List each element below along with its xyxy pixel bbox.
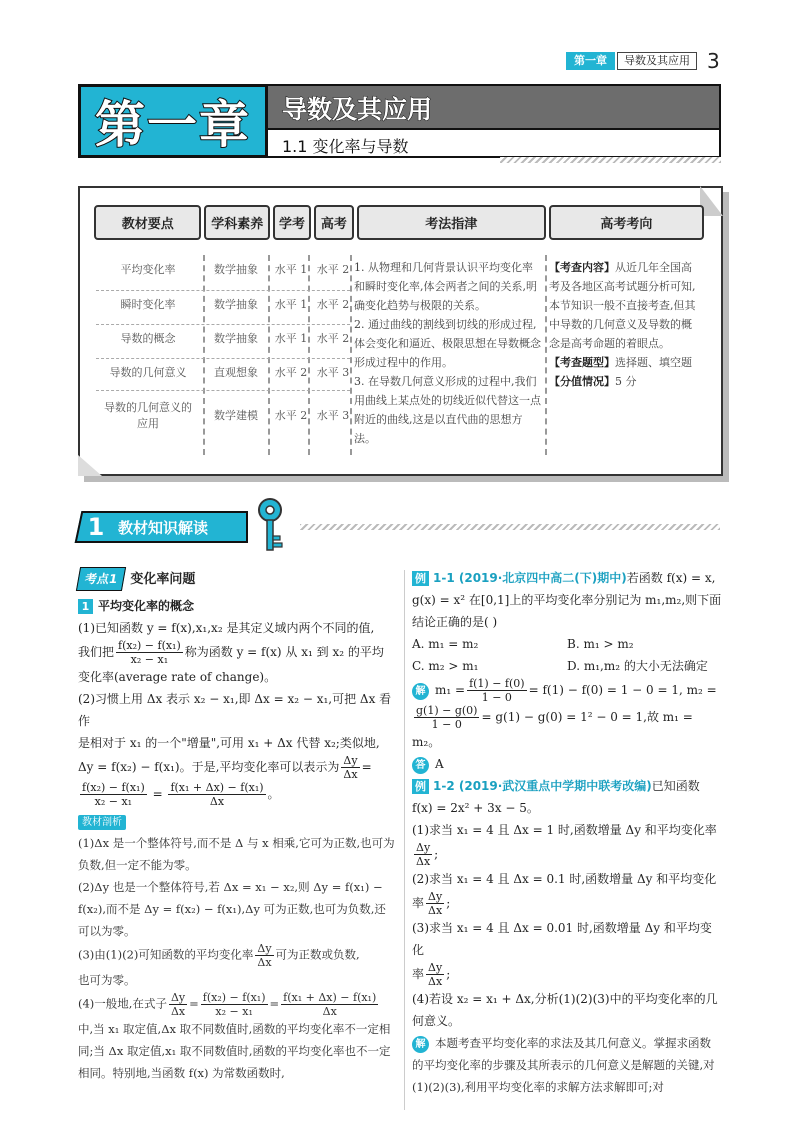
column-divider [404, 570, 405, 1110]
row-gk: 水平 3 [316, 366, 350, 379]
header-cell: 学考 [273, 205, 311, 240]
numerator: f(x₁ + Δx) − f(x₁) [283, 991, 377, 1004]
solution-tag: 解 [412, 1036, 429, 1053]
knowledge-badge: 考点1 [76, 567, 127, 591]
paragraph: f(x) = 2x² + 3x − 5。 [412, 801, 539, 815]
text: 可为正数或负数, [275, 947, 360, 962]
paragraph: (1)已知函数 y = f(x),x₁,x₂ 是其定义域内两个不同的值, [78, 621, 375, 635]
question: (1)求当 x₁ = 4 且 Δx = 1 时,函数增量 Δy 和平均变化率 [412, 823, 717, 837]
denominator: x₂ − x₁ [130, 653, 169, 666]
denominator: 1 − 0 [481, 691, 512, 704]
guide-item: 1. 从物理和几何背景认识平均变化率和瞬时变化率,体会两者之间的关系,明确变化趋势与极限的关系。 [354, 261, 537, 312]
option: B. m₁ > m₂ [567, 637, 634, 651]
prospect-content: 从近几年全国高考及各地区高考试题分析可知,本节知识一般不直接考查,但其中导数的几何意义及导数的概念是高考命题的着眼点。 [549, 261, 696, 350]
fraction [168, 781, 265, 808]
row-xk: 水平 2 [274, 366, 308, 379]
header-cell: 教材要点 [94, 205, 201, 240]
row-literacy: 数学抽象 [214, 332, 258, 345]
table-row [94, 297, 354, 313]
paragraph: (2)习惯上用 Δx 表示 x₂ − x₁,即 Δx = x₂ − x₁,可把 Δx 看作 [78, 692, 392, 728]
section-title-bar [268, 128, 721, 158]
exam-guide [354, 258, 542, 448]
row-xk: 水平 1 [274, 298, 308, 311]
prospect-score: 5 分 [615, 375, 637, 388]
numerator: f(x₂) − f(x₁) [118, 639, 181, 652]
denominator: Δx [428, 975, 443, 988]
paragraph: 是相对于 x₁ 的一个"增量",可用 x₁ + Δx 代替 x₂;类似地, [78, 736, 380, 750]
text: 已知函数 [651, 779, 700, 793]
solution-tag: 解 [412, 683, 429, 700]
fraction [201, 991, 268, 1018]
left-column: 考点1 变化率问题 1 平均变化率的概念 (1)已知函数 y = f(x),x₁,x₂ 是其定义域内两个不同的值, 我们把 $\frac{\text{f(x₂) − f(x₁)}}{\text{x₂ − x₁}}$ 称为函数 y = f(x) 从 x₁ 到 x₂ 的平均 变化率(average rate of change)。 (2)习惯上用 Δx 表示 x₂ − x₁,即 Δx = x₂ − x₁,可把 Δx 看作 是相对于 x₁ 的一个"增量",可用 x₁ + Δx 代替 x₂;类似地, Δy = f(x₂) − f(x₁)。于是,平均变化率可以表示为 $\frac{\Delta y}{\Delta x}$ = $\frac{\text{f(x₂) − f(x₁)}}{\text{x₂ − x₁}}$ = $\frac{\text{f(x₁ + Δx) − f(x₁)}}{\Delta x}$ 。 教材剖析 (1)Δx 是一个整体符号,而不是 Δ 与 x 相乘,它可为正数,也可为负数,但一定不能为零。 (2)Δy 也是一个整体符号,若 Δx = x₁ − x₂,则 Δy = f(x₁) − f(x₂),而不是 Δy = f(x₂) − f(x₁),Δy 可为正数,也可为负数,还可以为零。 (3)由(1)(2)可知函数的平均变化率 $\frac{\Delta y}{\Delta x}$ 可为正数或负数, 也可为零。 (4)一般地,在式子 $\frac{\Delta y}{\Delta x}$ = $\frac{\text{f(x₂) − f(x₁)}}{\text{x₂ − x₁}}$ = $\frac{\text{f(x₁ + Δx) − f(x₁)}}{\Delta x}$ 中,当 x₁ 取定值,Δx 取不同数值时,函数的平均变化率不一定相同;当 Δx 取定值,x₁ 取不同数值时,函数的平均变化率也不一定相同。特别地,当函数 f(x) 为常数函数时, [78, 567, 396, 1084]
numerator: f(x₁ + Δx) − f(x₁) [170, 781, 264, 794]
fraction [281, 991, 378, 1018]
text: 率 [412, 967, 425, 981]
decorative-hatch [300, 524, 720, 530]
key-icon [250, 496, 290, 554]
overview-header-row [94, 205, 704, 240]
section-banner [108, 511, 248, 543]
note-paragraph: (1)Δx 是一个整体符号,而不是 Δ 与 x 相乘,它可为正数,也可为负数,但一定不能为零。 [78, 836, 395, 872]
row-xk: 水平 1 [274, 263, 308, 276]
note-tag: 教材剖析 [78, 815, 126, 830]
text: m₁ = [435, 683, 466, 697]
row-literacy: 数学抽象 [214, 263, 258, 276]
prospect-content-tag: 【考查内容】 [549, 261, 615, 274]
numerator: Δy [170, 991, 186, 1004]
note-paragraph: 中,当 x₁ 取定值,Δx 取不同数值时,函数的平均变化率不一定相同;当 Δx 取定值,x₁ 取不同数值时,函数的平均变化率也不一定相同。特别地,当函数 f(x) 为常数函数时, [78, 1022, 391, 1080]
numerator: Δy [428, 961, 443, 974]
row-point: 平均变化率 [120, 263, 176, 276]
row-point: 导数的几何意义的应用 [104, 401, 192, 430]
text: (3)由(1)(2)可知函数的平均变化率 [78, 947, 254, 962]
fraction [116, 639, 183, 666]
table-row-divider [96, 290, 350, 291]
subsection-number: 1 [78, 599, 93, 614]
text: Δy = f(x₂) − f(x₁)。于是,平均变化率可以表示为 [78, 760, 340, 774]
text: 我们把 [78, 645, 115, 659]
running-head [566, 50, 720, 72]
numerator: g(1) − g(0) [416, 704, 478, 717]
answer-tag: 答 [412, 757, 429, 774]
denominator: Δx [322, 1005, 337, 1018]
header-cell: 考法指津 [357, 205, 546, 240]
example-tag: 例 [412, 571, 429, 586]
fraction [426, 961, 444, 988]
example-tag: 例 [412, 779, 429, 794]
question: (2)求当 x₁ = 4 且 Δx = 0.1 时,函数增量 Δy 和平均变化 [412, 872, 717, 886]
note-paragraph: 也可为零。 [78, 973, 136, 987]
denominator: Δx [257, 956, 272, 969]
option: C. m₂ > m₁ [412, 659, 479, 673]
answer: A [435, 757, 444, 771]
option: A. m₁ = m₂ [412, 637, 479, 651]
table-row-divider [96, 390, 350, 391]
options-row [412, 655, 722, 677]
fraction [80, 781, 147, 808]
option: D. m₁,m₂ 的大小无法确定 [567, 659, 708, 673]
row-xk: 水平 1 [274, 332, 308, 345]
row-literacy: 直观想象 [214, 366, 258, 379]
fraction [426, 890, 444, 917]
prospect-type-tag: 【考查题型】 [549, 356, 615, 369]
paragraph: 变化率(average rate of change)。 [78, 670, 277, 684]
row-gk: 水平 3 [316, 409, 350, 422]
chapter-label: 第一章 [95, 96, 251, 154]
table-row [94, 331, 354, 347]
text: 若函数 f(x) = x, [626, 571, 716, 585]
denominator: Δx [416, 855, 431, 868]
fraction [414, 841, 432, 868]
question: (3)求当 x₁ = 4 且 Δx = 0.01 时,函数增量 Δy 和平均变化 [412, 921, 712, 957]
row-point: 导数的概念 [120, 332, 176, 345]
row-point: 瞬时变化率 [120, 298, 176, 311]
table-divider [545, 255, 547, 455]
right-column: 例 1-1 (2019·北京四中高二(下)期中)若函数 f(x) = x, g(x) = x² 在[0,1]上的平均变化率分别记为 m₁,m₂,则下面结论正确的是( ) A. m₁ = m₂ B. m₁ > m₂ C. m₂ > m₁ D. m₁,m₂ 的大小无法确定 解 m₁ = $\frac{f(1) - f(0)}{1 - 0}$ = f(1) − f(0) = 1 − 0 = 1, m₂ = $\frac{g(1) - g(0)}{1 - 0}$ = g(1) − g(0) = 1² − 0 = 1,故 m₁ = m₂。 答 A 例 1-2 (2019·武汉重点中学期中联考改编)已知函数 f(x) = 2x² + 3x − 5。 (1)求当 x₁ = 4 且 Δx = 1 时,函数增量 Δy 和平均变化率 $\frac{\Delta y}{\Delta x}$ ; (2)求当 x₁ = 4 且 Δx = 0.1 时,函数增量 Δy 和平均变化 率 $\frac{\Delta y}{\Delta x}$ ; (3)求当 x₁ = 4 且 Δx = 0.01 时,函数增量 Δy 和平均变化 率 $\frac{\Delta y}{\Delta x}$ ; (4)若设 x₂ = x₁ + Δx,分析(1)(2)(3)中的平均变化率的几何意义。 解 本题考查平均变化率的求法及其几何意义。掌握求函数的平均变化率的步骤及其所表示的几何意义是解题的关键,对(1)(2)(3),利用平均变化率的求解方法求解即可;对 [412, 571, 722, 1094]
paragraph: g(x) = x² 在[0,1]上的平均变化率分别记为 m₁,m₂,则下面结论正确的是( ) [412, 593, 722, 629]
chapter-title: 导数及其应用 [282, 95, 433, 124]
table-row [94, 400, 354, 432]
numerator: Δy [428, 890, 443, 903]
page-number: 3 [707, 49, 720, 73]
section-banner-title: 教材知识解读 [118, 518, 209, 537]
numerator: Δy [343, 754, 358, 767]
running-head-chapter: 第一章 [566, 52, 615, 70]
denominator: Δx [343, 768, 358, 781]
subsection-title: 平均变化率的概念 [98, 599, 195, 613]
denominator: 1 − 0 [431, 718, 462, 731]
fraction [414, 704, 479, 731]
row-gk: 水平 2 [316, 298, 350, 311]
example-source: 1-2 (2019·武汉重点中学期中联考改编) [433, 779, 652, 793]
running-head-title: 导数及其应用 [617, 52, 697, 70]
numerator: Δy [416, 841, 431, 854]
exam-prospect [549, 258, 699, 391]
row-xk: 水平 2 [274, 409, 308, 422]
options-row [412, 633, 722, 655]
section-title: 1.1 变化率与导数 [282, 137, 409, 156]
guide-item: 2. 通过曲线的割线到切线的形成过程,体会变化和逼近、极限思想在导数概念形成过程中的作用。 [354, 318, 541, 369]
numerator: f(1) − f(0) [469, 677, 525, 690]
denominator: x₂ − x₁ [215, 1005, 253, 1018]
chapter-title-bar [268, 84, 721, 128]
header-cell: 高考考向 [549, 205, 704, 240]
fraction [341, 754, 359, 781]
header-cell: 学科素养 [204, 205, 270, 240]
row-point: 导数的几何意义 [109, 366, 187, 379]
denominator: x₂ − x₁ [94, 795, 133, 808]
text: 称为函数 y = f(x) 从 x₁ 到 x₂ 的平均 [184, 645, 384, 659]
chapter-badge [78, 84, 268, 158]
row-gk: 水平 2 [316, 332, 350, 345]
note-paragraph: (2)Δy 也是一个整体符号,若 Δx = x₁ − x₂,则 Δy = f(x₁) − f(x₂),而不是 Δy = f(x₂) − f(x₁),Δy 可为正数,也可为负数,还可以为零。 [78, 880, 386, 938]
knowledge-title: 变化率问题 [130, 572, 196, 587]
numerator: Δy [257, 942, 272, 955]
text: (4)一般地,在式子 [78, 996, 167, 1011]
prospect-score-tag: 【分值情况】 [549, 375, 615, 388]
example-source: 1-1 (2019·北京四中高二(下)期中) [433, 571, 627, 585]
table-row-divider [96, 358, 350, 359]
fraction [169, 991, 187, 1018]
question: (4)若设 x₂ = x₁ + Δx,分析(1)(2)(3)中的平均变化率的几何意义。 [412, 992, 718, 1028]
prospect-type: 选择题、填空题 [615, 356, 692, 369]
table-row [94, 262, 354, 278]
denominator: Δx [209, 795, 225, 808]
row-literacy: 数学抽象 [214, 298, 258, 311]
fraction [467, 677, 527, 704]
section-number: 1 [87, 513, 105, 541]
decorative-hatch [500, 157, 721, 163]
guide-item: 3. 在导数几何意义形成的过程中,我们用曲线上某点处的切线近似代替这一点附近的曲线,这是以直代曲的思想方法。 [354, 375, 541, 445]
numerator: f(x₂) − f(x₁) [202, 991, 266, 1004]
solution-text: 本题考查平均变化率的求法及其几何意义。掌握求函数的平均变化率的步骤及其所表示的几何意义是解题的关键,对(1)(2)(3),利用平均变化率的求解方法求解即可;对 [412, 1036, 715, 1094]
row-literacy: 数学建模 [214, 409, 258, 422]
text: = g(1) − g(0) = 1² − 0 = 1,故 m₁ = m₂。 [412, 710, 693, 749]
header-cell: 高考 [314, 205, 354, 240]
denominator: Δx [170, 1005, 186, 1018]
numerator: f(x₂) − f(x₁) [82, 781, 145, 794]
table-row [94, 365, 354, 381]
text: = f(1) − f(0) = 1 − 0 = 1, m₂ = [528, 683, 717, 697]
fraction [255, 942, 273, 969]
row-gk: 水平 2 [316, 263, 350, 276]
text: 率 [412, 896, 425, 910]
table-row-divider [96, 324, 350, 325]
denominator: Δx [428, 904, 443, 917]
